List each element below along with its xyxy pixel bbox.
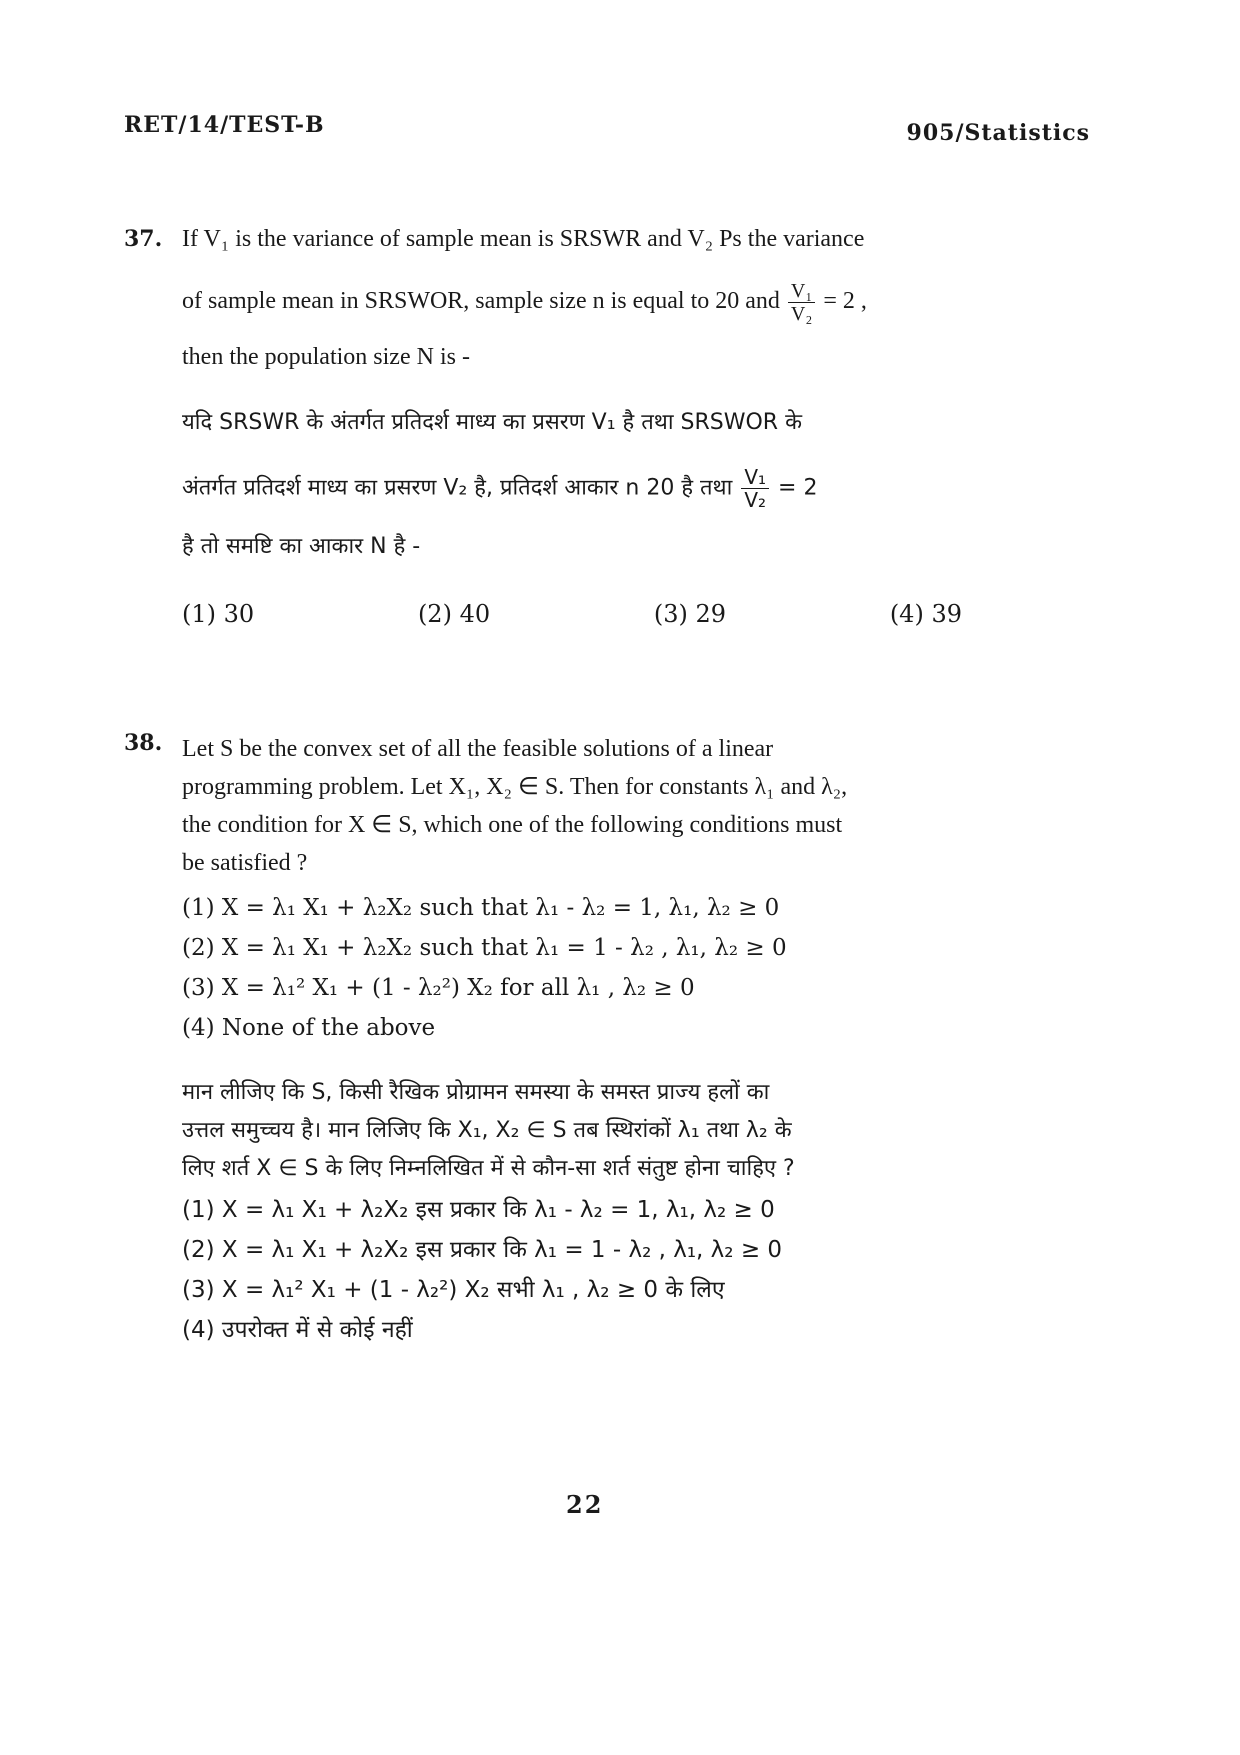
q37-hindi-line-1: यदि SRSWR के अंतर्गत प्रतिदर्श माध्य का प्रसरण V₁ है तथा SRSWOR के bbox=[182, 410, 802, 435]
option-4[interactable]: (4) None of the above bbox=[182, 1015, 436, 1041]
q38-english-options bbox=[182, 888, 1084, 1048]
option-1[interactable]: (1) X = λ₁ X₁ + λ₂X₂ such that λ₁ - λ₂ = 1, λ₁, λ₂ ≥ 0 bbox=[182, 895, 780, 921]
option-1[interactable]: (1) 30 bbox=[182, 600, 255, 628]
option-2[interactable]: (2) X = λ₁ X₁ + λ₂X₂ इस प्रकार कि λ₁ = 1 - λ₂ , λ₁, λ₂ ≥ 0 bbox=[182, 1237, 783, 1263]
q37-english-line-2: of sample mean in SRSWOR, sample size n is equal to 20 and $\frac{\text{V₁}}{\text{V₂}}$ = 2 , bbox=[182, 280, 867, 325]
q38-hindi-line-1: मान लीजिए कि S, किसी रैखिक प्रोग्रामन समस्या के समस्त प्राज्य हलों का bbox=[182, 1080, 770, 1105]
q38-hindi-text bbox=[182, 1074, 1084, 1188]
q37-ratio-fraction: $\frac{\text{V₁}}{\text{V₂}}$ bbox=[788, 280, 815, 325]
q37-english-line-1: If V₁ is the variance of sample mean is SRSWR and V₂ Ps the variance bbox=[182, 226, 865, 252]
option-4[interactable]: (4) 39 bbox=[889, 600, 962, 628]
q37-options bbox=[182, 600, 962, 628]
q38-english-line-4: be satisfied ? bbox=[182, 850, 308, 876]
q38-english-line-3: the condition for X ∈ S, which one of the following conditions must bbox=[182, 812, 843, 838]
page-number: 22 bbox=[566, 1490, 604, 1519]
q38-english-line-1: Let S be the convex set of all the feasible solutions of a linear bbox=[182, 736, 774, 762]
question-number: 37. bbox=[124, 226, 163, 252]
q37-hindi-ratio-fraction: $\frac{\text{V₁}}{\text{V₂}}$ bbox=[741, 466, 769, 511]
option-4[interactable]: (4) उपरोक्त में से कोई नहीं bbox=[182, 1317, 413, 1343]
q37-hindi-line-2: अंतर्गत प्रतिदर्श माध्य का प्रसरण V₂ है, प्रतिदर्श आकार n 20 है तथा $\frac{\text{V₁}}{\text{V₂}}$ = 2 bbox=[182, 465, 818, 512]
q37-english-line-3: then the population size N is - bbox=[182, 344, 470, 370]
option-1[interactable]: (1) X = λ₁ X₁ + λ₂X₂ इस प्रकार कि λ₁ - λ₂ = 1, λ₁, λ₂ ≥ 0 bbox=[182, 1197, 775, 1223]
question-number: 38. bbox=[124, 730, 163, 756]
subject-code: 905/Statistics bbox=[906, 120, 1090, 146]
exam-code: RET/14/TEST-B bbox=[124, 112, 325, 138]
q38-hindi-line-2: उत्तल समुच्चय है। मान लिजिए कि X₁, X₂ ∈ S तब स्थिरांकों λ₁ तथा λ₂ के bbox=[182, 1118, 792, 1143]
question-37 bbox=[124, 222, 1084, 628]
option-3[interactable]: (3) 29 bbox=[653, 600, 727, 628]
q37-hindi-line-3: है तो समष्टि का आकार N है - bbox=[182, 534, 421, 559]
option-2[interactable]: (2) X = λ₁ X₁ + λ₂X₂ such that λ₁ = 1 - λ₂ , λ₁, λ₂ ≥ 0 bbox=[182, 935, 787, 961]
q38-hindi-options bbox=[182, 1190, 1084, 1350]
option-3[interactable]: (3) X = λ₁² X₁ + (1 - λ₂²) X₂ for all λ₁ , λ₂ ≥ 0 bbox=[182, 975, 695, 1001]
q38-english-line-2: programming problem. Let X₁, X₂ ∈ S. Then for constants λ₁ and λ₂, bbox=[182, 774, 848, 800]
q38-hindi-line-3: लिए शर्त X ∈ S के लिए निम्नलिखित में से कौन-सा शर्त संतुष्ट होना चाहिए ? bbox=[182, 1156, 795, 1181]
option-2[interactable]: (2) 40 bbox=[417, 600, 491, 628]
option-3[interactable]: (3) X = λ₁² X₁ + (1 - λ₂²) X₂ सभी λ₁ , λ₂ ≥ 0 के लिए bbox=[182, 1277, 725, 1303]
question-38 bbox=[124, 730, 1084, 1350]
